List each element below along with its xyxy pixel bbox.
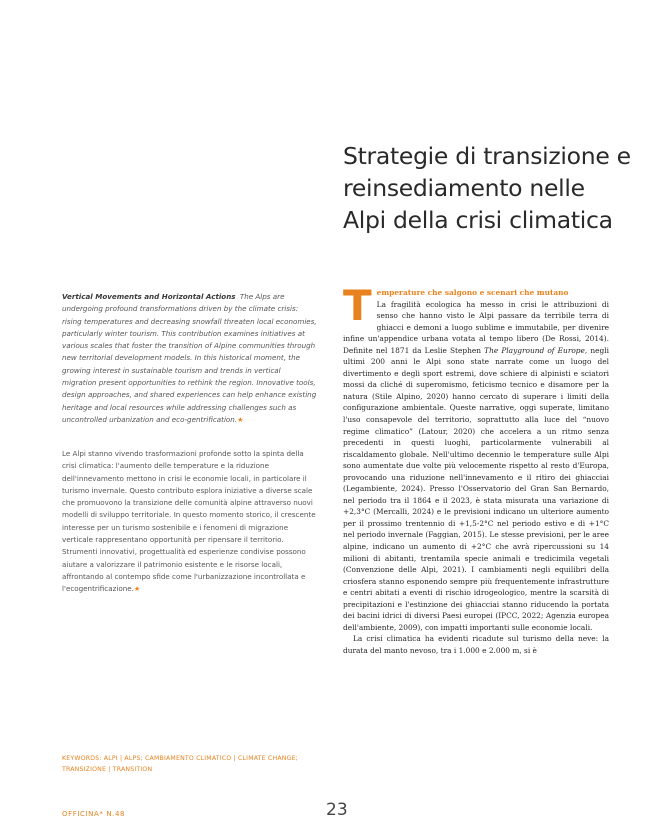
drop-cap: T [343,281,372,330]
star-end-mark: ★ [237,414,244,424]
body-text: La fragilità ecologica ha messo in crisi le attribuzioni di senso che hanno visto le Alpi passare da terribile terra di ghiacci e demoni a luogo sublime e immutabile, per divenire infine un'appendice urbana votata al tempo libero (De Rossi, 2014). Definite nel 1871 da Leslie Stephen [343,299,609,355]
book-title: The Playground of Europe [484,345,585,355]
article-title: Strategie di transizione e reinsediamento nelle Alpi della crisi climatica [343,142,631,234]
article-body [343,281,609,657]
abstract-italian-text: Le Alpi stanno vivendo trasformazioni profonde sotto la spinta della crisi climatica: l'aumento delle temperature e la riduzione dell'innevamento mettono in crisi le economie locali, in particolare il turismo invernale. Questo contributo esplora iniziative a diverse scale che promuovono la transizione delle comunità alpine attraverso nuovi modelli di sviluppo territoriale. In questo momento storico, il crescente interesse per un turismo sostenibile e i fenomeni di migrazione verticale rappresentano opportunità per ripensare il territorio. Strumenti innovativi, progettualità ed esperienze condivise possono aiutare a valorizzare il patrimonio esistente e le risorse locali, affrontando al contempo sfide come l'urbanizzazione incontrollata e l'ecogentrificazione. [62,449,316,594]
abstract-english-lead: Vertical Movements and Horizontal Actions [62,292,236,301]
magazine-issue: OFFICINA* N.48 [62,810,126,818]
body-paragraph-2: La crisi climatica ha evidenti ricadute sul turismo della neve: la durata del manto nevoso, tra i 1.000 e 2.000 m, si è [343,634,609,655]
star-end-mark: ★ [133,584,141,594]
page-number: 23 [326,800,348,820]
body-text: , negli ultimi 200 anni le Alpi sono state narrate come un luogo del divertimento e degli sport estremi, dove schiere di alpinisti e sciatori mossi da cliché di superomismo, feticismo tecnico e disamore per la natura (Stile Alpino, 2020) hanno cercato di superare i limiti della configurazione ambientale. Queste narrative, oggi superate, limitano l'uso consapevole del territorio, soprattutto alla luce del “nuovo regime climatico” (Latour, 2020) che accelera a un ritmo senza precedenti in questi luoghi, particolarmente vulnerabili al riscaldamento globale. Nell'ultimo decennio le temperature sulle Alpi sono aumentate due volte più velocemente rispetto al resto d'Europa, provocando una riduzione nell'innevamento e il ritiro dei ghiacciai (Legambiente, 2024). Presso l'Osservatorio del Gran San Bernardo, nel periodo tra il 1864 e il 2023, è stata misurata una variazione di +2,3°C (Mercalli, 2024) e le previsioni indicano un ulteriore aumento per il prossimo trentennio di +1,5-2°C nel periodo estivo e di +1°C nel periodo invernale (Faggian, 2015). Le stesse previsioni, per le aree alpine, indicano un aumento di +2°C che avrà ripercussioni su 14 milioni di abitanti, trentamila specie animali e tredicimila vegetali (Convenzione delle Alpi, 2021). I cambiamenti negli equilibri della criosfera stanno esponendo sempre più frequentemente infrastrutture e centri abitati a eventi di rischio idrogeologico, mentre la scarsità di precipitazioni e l'estinzione dei ghiacciai stanno riducendo la portata dei bacini idrici di diversi Paesi europei (IPCC, 2022; Agenzia europea dell'ambiente, 2009), con impatti importanti sulle economie locali. [343,345,609,632]
section-subheading: emperature che salgono e scenari che mutano [376,288,569,297]
keywords: KEYWORDS: ALPI | ALPS; CAMBIAMENTO CLIMATICO | CLIMATE CHANGE; TRANSIZIONE | TRANSITION [62,755,298,773]
abstract-english-text: The Alps are undergoing profound transformations driven by the climate crisis: rising temperatures and decreasing snowfall threaten local economies, particularly winter tourism. This contribution examines initiatives at various scales that foster the transition of Alpine communities through new territorial development models. In this historical moment, the growing interest in sustainable tourism and trends in vertical migration present opportunities to rethink the region. Innovative tools, design approaches, and shared experiences can help enhance existing heritage and local resources while addressing challenges such as uncontrolled urbanization and eco-gentrification. [62,292,317,424]
abstract-italian [62,448,317,596]
body-paragraph-1 [343,281,609,633]
abstract-english [62,291,317,426]
